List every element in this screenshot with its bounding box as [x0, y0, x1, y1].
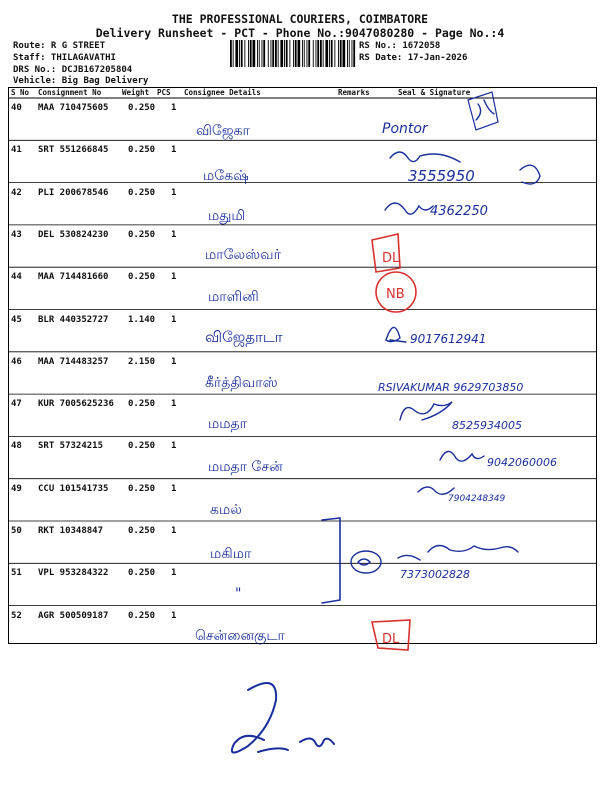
cell-weight: 0.250	[128, 145, 156, 156]
barcode-bar	[298, 40, 301, 67]
barcode-bar	[317, 40, 319, 67]
handwritten-signature-48: 9042060006	[487, 456, 557, 469]
handwritten-signature-45: 9017612941	[410, 332, 487, 346]
barcode-bar	[340, 40, 342, 67]
col-weight: Weight	[122, 88, 150, 97]
barcode-bar	[325, 40, 328, 67]
barcode-bar	[289, 40, 290, 67]
barcode-bar	[295, 40, 297, 67]
barcode-bar	[239, 40, 240, 67]
dl-stamp-43-text: DL	[382, 251, 400, 266]
handwritten-signature-40: Pontor	[382, 121, 428, 137]
cell-weight: 0.250	[128, 399, 156, 410]
staff: Staff: THILAGAVATHI	[13, 53, 116, 63]
cell-pcs: 1	[171, 145, 177, 156]
cell-sno: 43	[11, 229, 22, 240]
cell-weight: 0.250	[128, 483, 156, 494]
barcode-bar	[262, 40, 263, 67]
barcode-bar	[313, 40, 314, 67]
barcode-bar	[329, 40, 330, 67]
barcode-bar	[259, 40, 260, 67]
cell-weight: 0.250	[128, 568, 156, 579]
barcode-bar	[320, 40, 322, 67]
cell-sno: 46	[11, 356, 22, 367]
barcode-bar	[244, 40, 245, 67]
barcode-bar	[233, 40, 234, 67]
handwritten-name-42: மதுமி	[208, 208, 246, 224]
handwritten-name-46: கீர்த்திவாஸ்	[205, 375, 278, 391]
cell-consignment: MAA 710475605	[38, 103, 109, 113]
handwritten-name-49: கமல்	[210, 502, 242, 518]
cell-consignment: BLR 440352727	[38, 314, 109, 325]
handwritten-name-45: விஜேதாடா	[205, 328, 283, 346]
barcode-bar	[271, 40, 272, 67]
route: Route: R G STREET	[13, 41, 106, 51]
cell-pcs: 1	[171, 526, 177, 536]
cell-weight: 0.250	[128, 526, 156, 536]
cell-sno: 52	[11, 610, 22, 621]
handwritten-signature-47: 8525934005	[452, 419, 522, 432]
cell-weight: 0.250	[128, 441, 156, 452]
handwritten-signature-49: 7904248349	[448, 494, 506, 504]
handwritten-signature-51: 7373002828	[400, 568, 470, 581]
cell-pcs: 1	[171, 399, 177, 410]
barcode-bar	[316, 40, 317, 67]
cell-weight: 0.250	[128, 229, 156, 240]
handwritten-name-52: சென்னைகுடா	[195, 628, 285, 644]
bottom-signature	[232, 683, 334, 753]
col-seal: Seal & Signature	[398, 88, 471, 97]
cell-pcs: 1	[171, 568, 177, 579]
cell-sno: 51	[11, 568, 22, 579]
barcode-bar	[343, 40, 346, 67]
cell-consignment: DEL 530824230	[38, 229, 109, 240]
cell-sno: 40	[11, 103, 22, 113]
vehicle: Vehicle: Big Bag Delivery	[13, 76, 149, 86]
cell-consignment: CCU 101541735	[38, 483, 109, 494]
cell-sno: 49	[11, 483, 22, 494]
barcode-bar	[257, 40, 258, 67]
cell-weight: 0.250	[128, 272, 156, 283]
cell-sno: 44	[11, 272, 22, 283]
cell-pcs: 1	[171, 272, 177, 283]
cell-consignment: SRT 551266845	[38, 145, 109, 156]
cell-consignment: MAA 714483257	[38, 356, 109, 367]
cell-consignment: KUR 7005625236	[38, 399, 114, 410]
cell-sno: 50	[11, 526, 22, 536]
barcode-bar	[307, 40, 308, 67]
barcode-bar	[272, 40, 274, 67]
barcode-bar	[230, 40, 232, 67]
barcode-bar	[284, 40, 285, 67]
barcode-bar	[331, 40, 333, 67]
title: THE PROFESSIONAL COURIERS, COIMBATORE	[171, 12, 429, 26]
barcode-bar	[248, 40, 249, 67]
cell-sno: 45	[11, 314, 22, 325]
barcode-bar	[308, 40, 310, 67]
barcode-bar	[275, 40, 277, 67]
col-pcs: PCS	[157, 88, 171, 97]
cell-weight: 1.140	[128, 314, 156, 325]
rs-number: RS No.: 1672058	[359, 41, 441, 51]
barcode-bar	[263, 40, 265, 67]
handwritten-name-44: மாளினி	[208, 289, 259, 305]
drs-number: DRS No.: DCJB167205804	[13, 65, 133, 75]
barcode-bar	[241, 40, 243, 67]
cell-sno: 47	[11, 399, 22, 410]
cell-pcs: 1	[171, 229, 177, 240]
barcode-bar	[338, 40, 339, 67]
barcode-bar	[323, 40, 324, 67]
cell-pcs: 1	[171, 314, 177, 325]
col-consignment: Consignment No	[38, 88, 102, 97]
barcode	[230, 40, 358, 67]
nb-circle-44-text: NB	[386, 287, 405, 302]
cell-pcs: 1	[171, 441, 177, 452]
cell-pcs: 1	[171, 483, 177, 494]
col-remarks: Remarks	[338, 88, 370, 97]
handwritten-signature-46: RSIVAKUMAR 9629703850	[378, 381, 524, 394]
barcode-bar	[334, 40, 335, 67]
cell-pcs: 1	[171, 187, 177, 198]
barcode-bar	[250, 40, 252, 67]
cell-consignment: AGR 500509187	[38, 610, 109, 621]
cell-pcs: 1	[171, 103, 177, 113]
barcode-bar	[268, 40, 269, 67]
barcode-bar	[349, 40, 350, 67]
handwritten-name-48: மமதா சேன்	[208, 459, 283, 475]
handwritten-name-47: மமதா	[208, 416, 247, 432]
barcode-bar	[235, 40, 238, 67]
dl-stamp-52-text: DL	[382, 632, 400, 647]
barcode-bar	[280, 40, 283, 67]
barcode-bar	[347, 40, 348, 67]
cell-consignment: SRT 57324215	[38, 441, 104, 452]
cell-weight: 2.150	[128, 356, 156, 367]
cell-pcs: 1	[171, 356, 177, 367]
cell-consignment: VPL 953284322	[38, 568, 109, 579]
barcode-bar	[286, 40, 288, 67]
barcode-bar	[293, 40, 294, 67]
cell-weight: 0.250	[128, 103, 156, 113]
cell-consignment: PLI 200678546	[38, 187, 109, 198]
handwritten-signature-41: 3555950	[408, 167, 475, 185]
handwritten-signature-42: 4362250	[430, 204, 488, 219]
handwritten-name-50: மகிமா	[210, 546, 252, 562]
cell-sno: 41	[11, 145, 22, 156]
barcode-bar	[253, 40, 256, 67]
barcode-bar	[278, 40, 279, 67]
cell-sno: 42	[11, 187, 22, 198]
handwritten-name-43: மாலேஸ்வர்	[205, 247, 281, 263]
subtitle: Delivery Runsheet - PCT - Phone No.:9047080280 - Page No.:4	[95, 26, 505, 40]
cell-weight: 0.250	[128, 610, 156, 621]
barcode-bar	[352, 40, 353, 67]
handwritten-name-41: மகேஷ்	[203, 168, 249, 184]
cell-consignment: RKT 10348847	[38, 526, 104, 536]
handwritten-name-40: விஜேகா	[196, 123, 250, 139]
col-consignee: Consignee Details	[184, 88, 261, 97]
barcode-bar	[353, 40, 355, 67]
barcode-bar	[302, 40, 303, 67]
handwritten-name-51: "	[235, 586, 242, 602]
cell-sno: 48	[11, 441, 22, 452]
barcode-bar	[304, 40, 305, 67]
cell-weight: 0.250	[128, 187, 156, 198]
col-sno: S No	[11, 88, 30, 97]
rs-date: RS Date: 17-Jan-2026	[359, 53, 468, 63]
cell-consignment: MAA 714481660	[38, 272, 109, 283]
cell-pcs: 1	[171, 610, 177, 621]
